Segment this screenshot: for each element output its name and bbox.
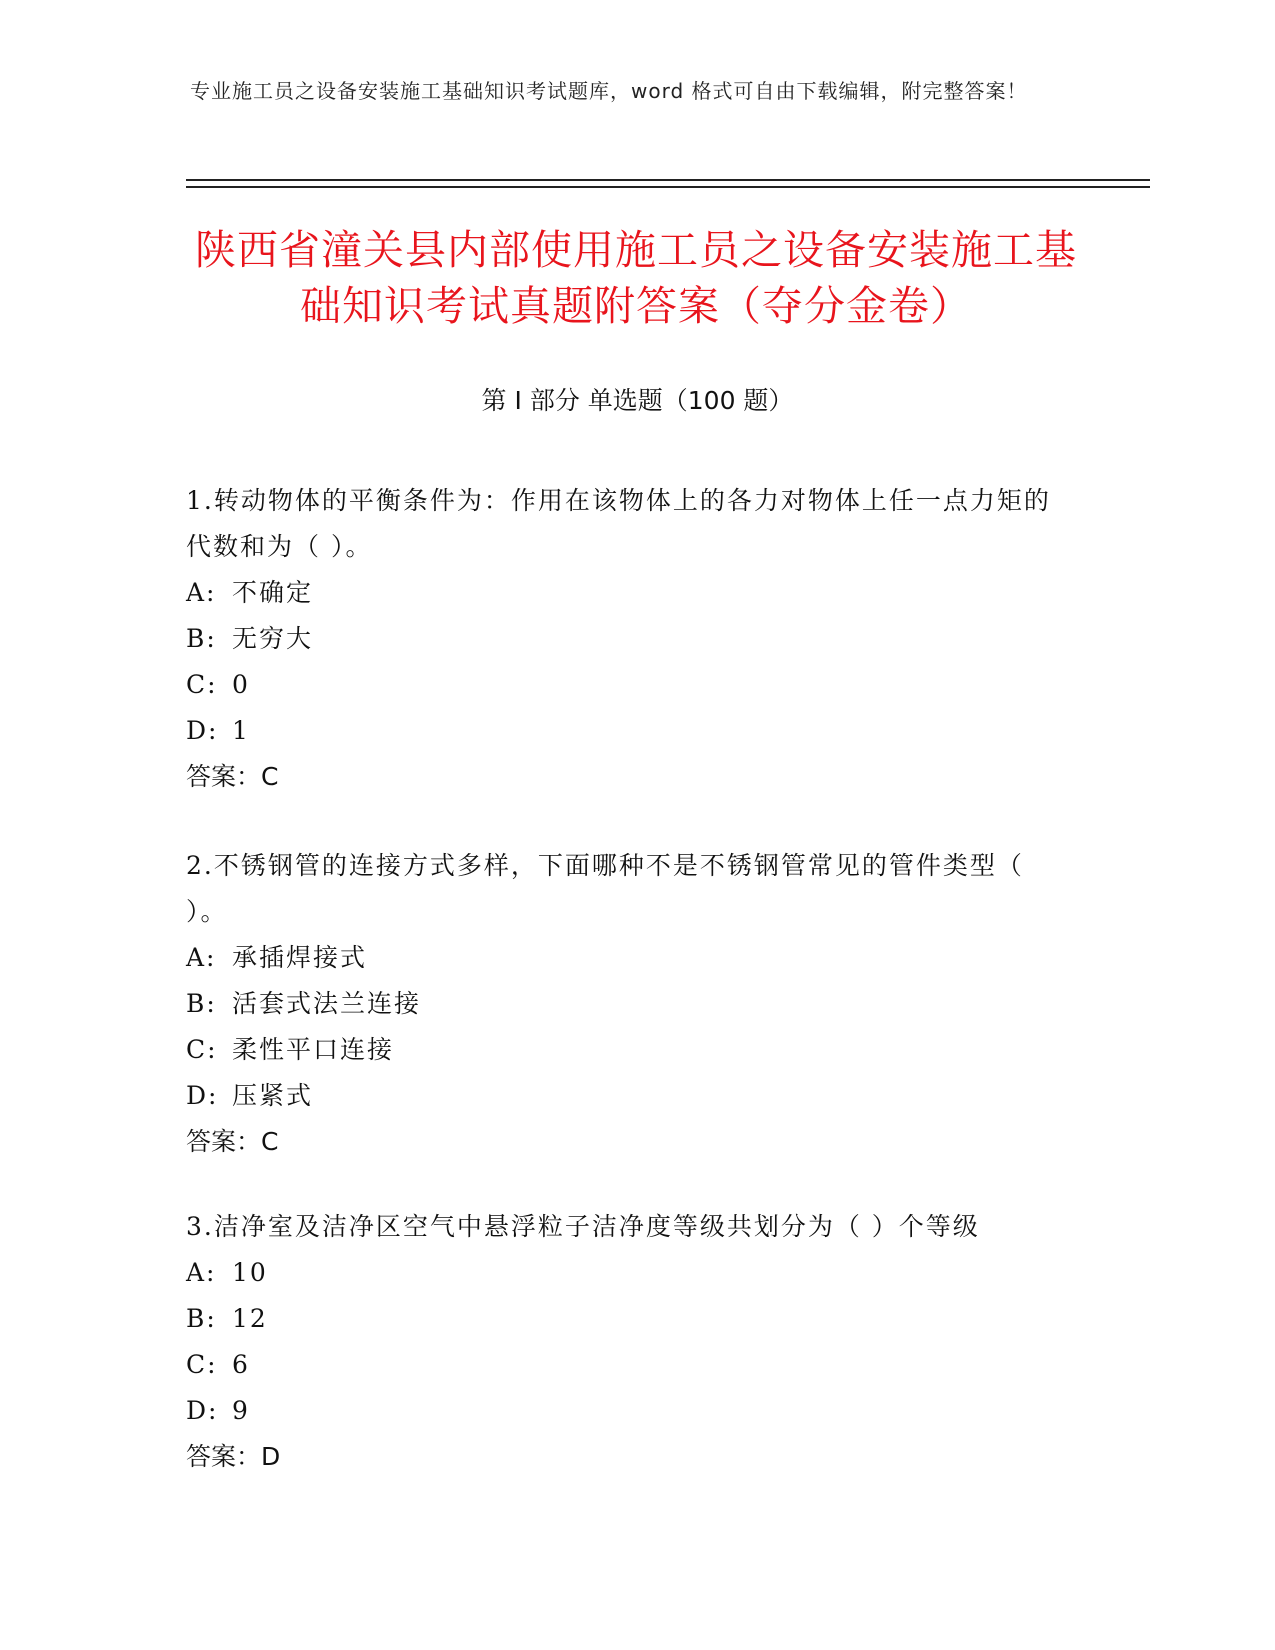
option-text: 压紧式 [232, 1081, 314, 1110]
document-title: 陕西省潼关县内部使用施工员之设备安装施工基础知识考试真题附答案（夺分金卷） [195, 226, 1077, 330]
option-a [186, 570, 1066, 616]
option-letter: D: [186, 716, 219, 745]
option-text: 0 [232, 670, 250, 699]
option-letter: B: [186, 989, 217, 1018]
option-text: 9 [232, 1396, 250, 1425]
option-d [186, 1388, 1066, 1434]
answer-line: 答案：C [186, 762, 279, 791]
option-letter: C: [186, 1350, 218, 1379]
header-divider-bottom [186, 186, 1150, 188]
question-1 [186, 478, 1066, 800]
option-text: 柔性平口连接 [232, 1035, 395, 1064]
option-text: 无穷大 [232, 624, 314, 653]
option-c [186, 1342, 1066, 1388]
option-letter: D: [186, 1081, 219, 1110]
question-3 [186, 1204, 1066, 1480]
answer-line: 答案：D [186, 1442, 281, 1471]
option-c [186, 1027, 1066, 1073]
option-b [186, 616, 1066, 662]
question-2 [186, 843, 1066, 1165]
option-text: 6 [232, 1350, 250, 1379]
option-letter: A: [186, 1258, 217, 1287]
question-stem: 3.洁净室及洁净区空气中悬浮粒子洁净度等级共划分为（ ）个等级 [186, 1212, 980, 1241]
section-title: 第 I 部分 单选题（100 题） [481, 386, 794, 415]
option-a [186, 935, 1066, 981]
option-text: 1 [232, 716, 250, 745]
option-c [186, 662, 1066, 708]
option-text: 10 [232, 1258, 268, 1287]
option-b [186, 981, 1066, 1027]
option-text: 承插焊接式 [232, 943, 368, 972]
option-text: 不确定 [232, 578, 314, 607]
option-d [186, 708, 1066, 754]
question-stem: 2.不锈钢管的连接方式多样，下面哪种不是不锈钢管常见的管件类型（ ）。 [186, 851, 1024, 926]
option-text: 12 [232, 1304, 268, 1333]
question-stem: 1.转动物体的平衡条件为：作用在该物体上的各力对物体上任一点力矩的代数和为（ ）。 [186, 486, 1051, 561]
option-letter: C: [186, 1035, 218, 1064]
header-note: 专业施工员之设备安装施工基础知识考试题库，word 格式可自由下载编辑，附完整答案！ [190, 79, 1028, 103]
option-letter: B: [186, 624, 217, 653]
option-letter: C: [186, 670, 218, 699]
option-letter: D: [186, 1396, 219, 1425]
option-d [186, 1073, 1066, 1119]
option-b [186, 1296, 1066, 1342]
option-letter: A: [186, 943, 217, 972]
option-letter: B: [186, 1304, 217, 1333]
option-text: 活套式法兰连接 [232, 989, 422, 1018]
answer-line: 答案：C [186, 1127, 279, 1156]
option-letter: A: [186, 578, 217, 607]
header-divider-top [186, 179, 1150, 181]
option-a [186, 1250, 1066, 1296]
